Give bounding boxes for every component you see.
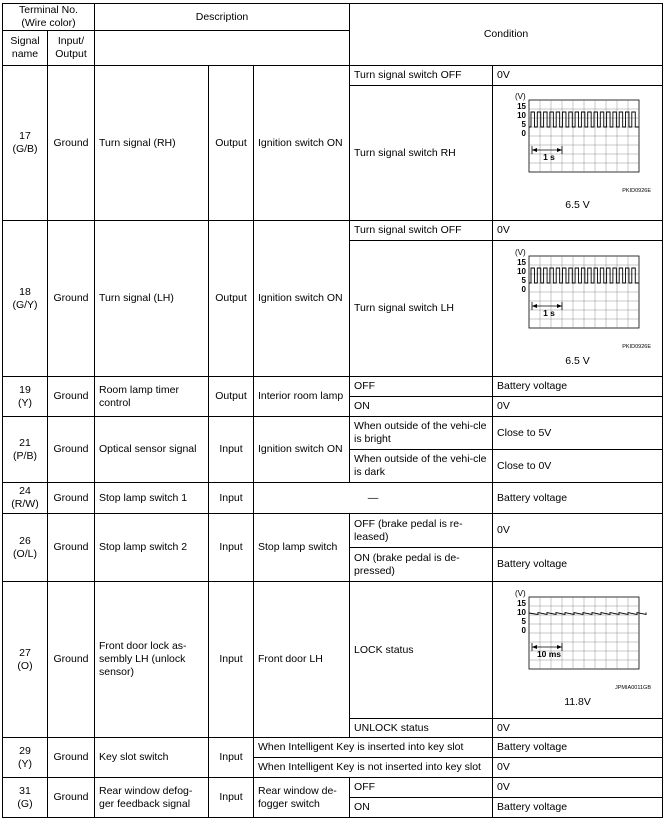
condition-wide: When Intelligent Key is not inserted into key slot <box>254 758 493 778</box>
terminal-26 <box>3 514 48 582</box>
value-cell: 11.8V <box>564 696 591 709</box>
terminal-21 <box>3 417 48 483</box>
value-cell: Battery voltage <box>493 548 663 582</box>
wire-color: (O/L) <box>13 547 37 560</box>
signal-name: Stop lamp switch 1 <box>95 483 209 514</box>
io-cell: Output <box>209 377 254 417</box>
ground-cell: Ground <box>48 221 95 377</box>
scope-tick: 5 <box>521 617 526 627</box>
scope-unit: (V) <box>514 247 526 257</box>
scope-figure-code: PKID0926E <box>621 343 651 350</box>
terminal-31 <box>3 778 48 818</box>
condition-sub: ON <box>350 798 493 818</box>
terminal-number: 17 <box>19 130 31 143</box>
scope-arrow <box>532 148 537 152</box>
io-cell: Input <box>209 417 254 483</box>
condition-sub: Turn signal switch OFF <box>350 66 493 86</box>
signal-name-header: Signal name <box>3 31 48 66</box>
scope-tick: 15 <box>516 102 526 112</box>
condition-main: Ignition switch ON <box>254 221 350 377</box>
scope-figure-code: JPMIA0011GB <box>614 685 651 692</box>
signal-name: Turn signal (RH) <box>95 66 209 221</box>
terminal-number: 26 <box>19 534 31 547</box>
ground-cell: Ground <box>48 483 95 514</box>
scope-arrow <box>557 148 562 152</box>
value-figure <box>493 86 663 221</box>
condition-sub: Turn signal switch RH <box>350 86 493 221</box>
condition-sub: UNLOCK status <box>350 719 493 738</box>
scope-tick: 5 <box>521 275 526 285</box>
oscilloscope-figure <box>503 248 653 354</box>
signal-name: Rear window defog-ger feedback signal <box>95 778 209 818</box>
terminal-number: 21 <box>19 436 31 449</box>
io-cell: Input <box>209 738 254 778</box>
terminal-number: 31 <box>19 784 31 797</box>
condition-header: Condition <box>350 4 663 66</box>
condition-sub: When outside of the vehi-cle is bright <box>350 417 493 450</box>
wire-color: (P/B) <box>13 449 37 462</box>
signal-name: Optical sensor signal <box>95 417 209 483</box>
scope-arrow <box>532 304 537 308</box>
terminal-18 <box>3 221 48 377</box>
oscilloscope-figure <box>503 92 653 198</box>
scope-unit: (V) <box>514 92 526 102</box>
signal-name: Front door lock as-sembly LH (unlock sensor) <box>95 582 209 738</box>
terminal-no-label: Terminal No. <box>19 4 78 16</box>
scope-tick: 15 <box>516 257 526 267</box>
scope-tick: 10 <box>516 608 526 618</box>
value-cell: Battery voltage <box>493 377 663 397</box>
scope-tick: 0 <box>521 129 526 139</box>
condition-main: Interior room lamp <box>254 377 350 417</box>
value-cell: 6.5 V <box>565 354 590 367</box>
terminal-number: 18 <box>19 285 31 298</box>
scope-tick: 10 <box>516 111 526 121</box>
condition-main: Ignition switch ON <box>254 417 350 483</box>
scope-tick: 10 <box>516 266 526 276</box>
signal-name: Room lamp timer control <box>95 377 209 417</box>
condition-sub: Turn signal switch LH <box>350 241 493 377</box>
wire-color: (G/B) <box>12 143 38 156</box>
ground-cell: Ground <box>48 514 95 582</box>
condition-sub: When outside of the vehi-cle is dark <box>350 450 493 483</box>
terminal-number: 24 <box>19 485 31 498</box>
terminal-number: 29 <box>19 744 31 757</box>
value-cell: 0V <box>493 514 663 548</box>
scope-time-label: 10 ms <box>536 649 561 660</box>
scope-waveform <box>529 613 646 615</box>
wire-color: (G) <box>17 797 33 810</box>
terminal-table <box>2 3 663 818</box>
value-cell: Battery voltage <box>493 798 663 818</box>
ground-cell: Ground <box>48 377 95 417</box>
ground-cell: Ground <box>48 66 95 221</box>
condition-main: Rear window de-fogger switch <box>254 778 350 818</box>
value-cell: 0V <box>493 758 663 778</box>
condition-sub: OFF <box>350 778 493 798</box>
terminal-number: 19 <box>19 383 31 396</box>
condition-sub: ON <box>350 397 493 417</box>
scope-unit: (V) <box>514 589 526 599</box>
condition-sub: ON (brake pedal is de-pressed) <box>350 548 493 582</box>
description-header: Description <box>95 4 350 31</box>
value-figure <box>493 241 663 377</box>
io-cell: Output <box>209 66 254 221</box>
signal-name: Stop lamp switch 2 <box>95 514 209 582</box>
ground-cell: Ground <box>48 738 95 778</box>
wire-color: (G/Y) <box>12 298 38 311</box>
condition-none: — <box>254 483 493 514</box>
value-cell: 0V <box>493 221 663 241</box>
ground-cell: Ground <box>48 778 95 818</box>
scope-tick: 5 <box>521 120 526 130</box>
oscilloscope-figure <box>503 589 653 695</box>
terminal-24 <box>3 483 48 514</box>
terminal-27 <box>3 582 48 738</box>
terminal-19 <box>3 377 48 417</box>
value-figure <box>493 582 663 719</box>
scope-arrow <box>557 304 562 308</box>
io-cell: Input <box>209 514 254 582</box>
value-cell: Battery voltage <box>493 738 663 758</box>
value-cell: 0V <box>493 778 663 798</box>
io-cell: Input <box>209 582 254 738</box>
value-cell: 0V <box>493 719 663 738</box>
io-cell: Output <box>209 221 254 377</box>
value-cell: Battery voltage <box>493 483 663 514</box>
value-cell: Close to 0V <box>493 450 663 483</box>
value-cell: 0V <box>493 397 663 417</box>
value-cell: 6.5 V <box>565 199 590 212</box>
value-cell: Close to 5V <box>493 417 663 450</box>
signal-name: Turn signal (LH) <box>95 221 209 377</box>
condition-wide: When Intelligent Key is inserted into key slot <box>254 738 493 758</box>
scope-figure-code: PKID0926E <box>621 188 651 195</box>
input-output-header: Input/ Output <box>48 31 95 66</box>
signal-name: Key slot switch <box>95 738 209 778</box>
terminal-29 <box>3 738 48 778</box>
condition-sub: OFF <box>350 377 493 397</box>
wire-color-label: (Wire color) <box>21 17 76 30</box>
ground-cell: Ground <box>48 582 95 738</box>
condition-main: Ignition switch ON <box>254 66 350 221</box>
terminal-number: 27 <box>19 646 31 659</box>
wire-color: (Y) <box>18 757 32 770</box>
condition-main: Stop lamp switch <box>254 514 350 582</box>
wire-color: (O) <box>17 659 33 672</box>
value-cell: 0V <box>493 66 663 86</box>
scope-tick: 0 <box>521 626 526 636</box>
condition-sub: Turn signal switch OFF <box>350 221 493 241</box>
io-cell: Input <box>209 778 254 818</box>
condition-sub: OFF (brake pedal is re-leased) <box>350 514 493 548</box>
scope-time-label: 1 s <box>542 152 555 163</box>
ground-cell: Ground <box>48 417 95 483</box>
io-cell: Input <box>209 483 254 514</box>
condition-main: Front door LH <box>254 582 350 738</box>
terminal-17 <box>3 66 48 221</box>
condition-sub: LOCK status <box>350 582 493 719</box>
wire-color: (R/W) <box>11 498 39 511</box>
wire-color: (Y) <box>18 396 32 409</box>
scope-tick: 15 <box>516 599 526 609</box>
terminal-no-header <box>3 4 95 31</box>
scope-tick: 0 <box>521 284 526 294</box>
scope-time-label: 1 s <box>542 307 555 318</box>
